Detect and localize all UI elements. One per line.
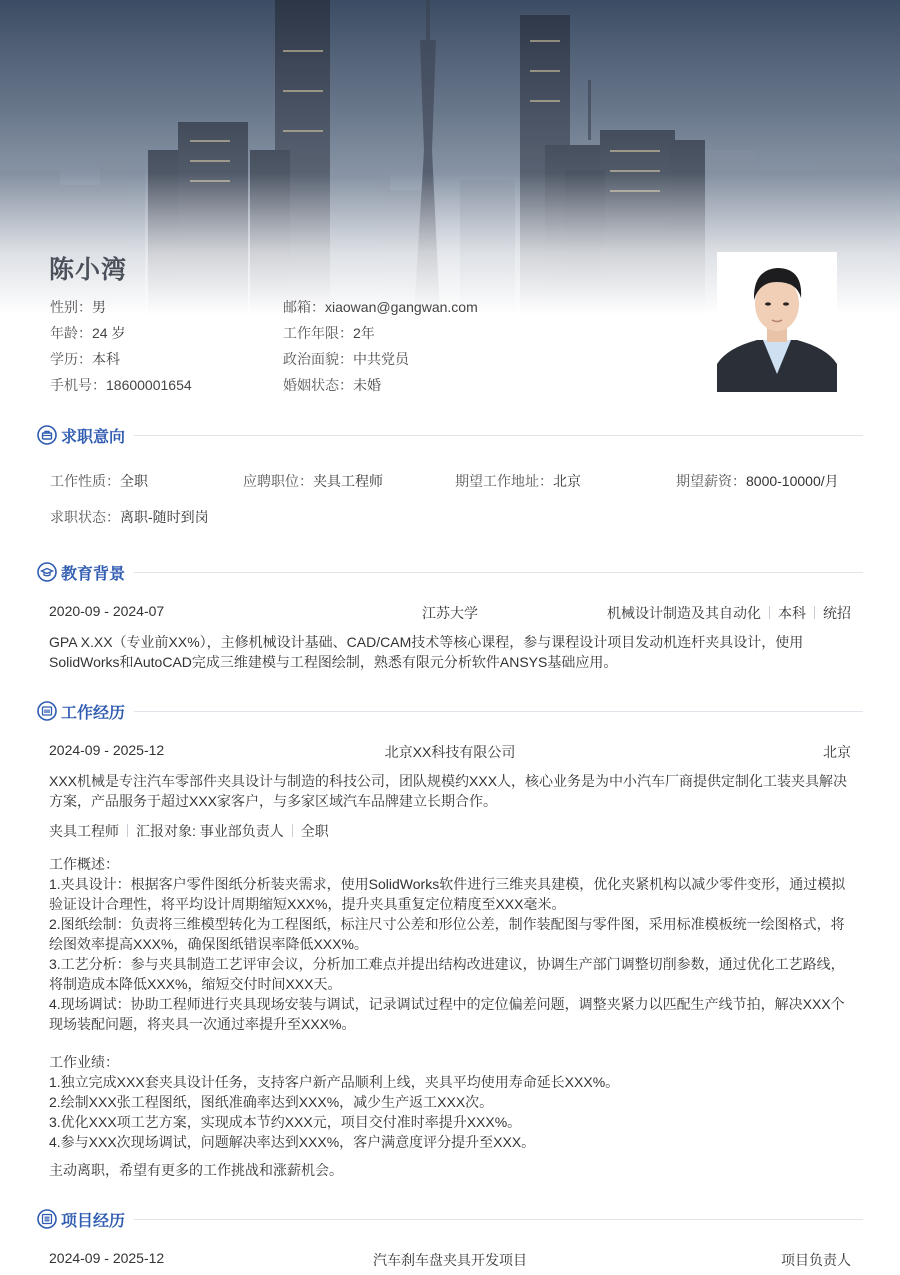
info-phone: 手机号：18600001654: [50, 377, 192, 393]
list-document-icon: [37, 1209, 57, 1229]
separator: [769, 606, 770, 619]
building-icon: [37, 701, 57, 721]
section-title: 工作经历: [61, 705, 126, 722]
separator: [127, 824, 128, 837]
work-leave-reason: 主动离职，希望有更多的工作挑战和涨薪机会。: [49, 1162, 343, 1178]
section-divider: [134, 572, 863, 573]
section-header-education: [37, 560, 863, 584]
work-type: 全职: [300, 823, 329, 839]
candidate-name: 陈小湾: [49, 256, 128, 284]
work-overview-item-3: 3.工艺分析：参与夹具制造工艺评审会议，分析加工难点并提出结构改进建议，协调生产部门调整切削参数，通过优化工艺路线，将制造成本降低XXX%，缩短交付时间XXX天。: [49, 956, 845, 992]
work-company: 北京XX科技有限公司: [384, 744, 516, 760]
info-years: 工作年限：2年: [283, 325, 375, 341]
intent-type: 工作性质：全职: [50, 473, 148, 489]
info-marital: 婚姻状态：未婚: [283, 377, 381, 393]
work-city: 北京: [823, 744, 851, 760]
section-divider: [134, 1219, 863, 1220]
work-role-line: [49, 821, 329, 841]
work-overview-item-2: 2.图纸绘制：负责将三维模型转化为工程图纸，标注尺寸公差和形位公差，制作装配图与零件图，采用标准模板统一绘图格式，将绘图效率提高XXX%，确保图纸错误率降低XXX%。: [49, 916, 845, 952]
education-major: 机械设计制造及其自动化: [607, 605, 761, 621]
graduation-cap-icon: [37, 562, 57, 582]
intent-salary: 期望薪资：8000-10000/月: [676, 473, 839, 489]
project-name: 汽车刹车盘夹具开发项目: [373, 1252, 527, 1268]
separator: [814, 606, 815, 619]
education-period: 2020-09 - 2024-07: [49, 603, 165, 619]
section-title: 教育背景: [61, 566, 126, 583]
work-report-to: 汇报对象: 事业部负责人: [136, 823, 284, 839]
work-result-item-2: 2.绘制XXX张工程图纸，图纸准确率达到XXX%，减少生产返工XXX次。: [49, 1094, 494, 1110]
project-period: 2024-09 - 2025-12: [49, 1250, 165, 1266]
section-divider: [134, 711, 863, 712]
education-description: GPA X.XX（专业前XX%），主修机械设计基础、CAD/CAM技术等核心课程，参与课程设计项目发动机连杆夹具设计，使用SolidWorks和AutoCAD完成三维建模与工程图绘制，熟悉有限元分析软件ANSYS基础应用。: [49, 634, 804, 670]
work-company-intro: XXX机械是专注汽车零部件夹具设计与制造的科技公司，团队规模约XXX人，核心业务是为中小汽车厂商提供定制化工装夹具解决方案，产品服务于超过XXX家客户，与多家区域汽车品牌建立长期合作。: [49, 773, 848, 809]
separator: [292, 824, 293, 837]
work-title: 夹具工程师: [49, 823, 119, 839]
work-result-item-1: 1.独立完成XXX套夹具设计任务，支持客户新产品顺利上线，夹具平均使用寿命延长XXX%。: [49, 1074, 620, 1090]
education-major-line: [520, 603, 851, 623]
info-politics: 政治面貌：中共党员: [283, 351, 409, 367]
intent-location: 期望工作地址：北京: [455, 473, 581, 489]
info-email: 邮箱：xiaowan@gangwan.com: [283, 299, 478, 315]
intent-position: 应聘职位：夹具工程师: [243, 473, 383, 489]
education-type: 统招: [823, 605, 851, 621]
work-result-item-3: 3.优化XXX项工艺方案，实现成本节约XXX元，项目交付准时率提升XXX%。: [49, 1114, 522, 1130]
section-title: 项目经历: [61, 1213, 126, 1230]
section-header-project: [37, 1207, 863, 1231]
work-overview-block: [49, 854, 857, 1034]
intent-status: 求职状态：离职-随时到岗: [50, 509, 209, 525]
avatar: [717, 252, 837, 392]
education-school: 江苏大学: [422, 605, 478, 621]
section-title: 求职意向: [61, 429, 126, 446]
info-age: 年龄：24 岁: [50, 325, 126, 341]
briefcase-icon: [37, 425, 57, 445]
section-header-work: [37, 699, 863, 723]
section-divider: [134, 435, 863, 436]
work-overview-title: 工作概述：: [49, 856, 119, 872]
work-result-item-4: 4.参与XXX次现场调试，问题解决率达到XXX%，客户满意度评分提升至XXX。: [49, 1134, 536, 1150]
section-header-intent: [37, 423, 863, 447]
project-role: 项目负责人: [781, 1252, 851, 1268]
work-results-title: 工作业绩：: [49, 1054, 119, 1070]
profile-photo: [717, 252, 837, 392]
info-education: 学历：本科: [50, 351, 120, 367]
info-gender: 性别：男: [50, 299, 106, 315]
education-degree: 本科: [778, 605, 806, 621]
work-period: 2024-09 - 2025-12: [49, 742, 165, 758]
work-overview-item-4: 4.现场调试：协助工程师进行夹具现场安装与调试，记录调试过程中的定位偏差问题，调整夹紧力以匹配生产线节拍，解决XXX个现场装配问题，将夹具一次通过率提升至XXX%。: [49, 996, 845, 1032]
work-overview-item-1: 1.夹具设计：根据客户零件图纸分析装夹需求，使用SolidWorks软件进行三维夹具建模，优化夹紧机构以减少零件变形，通过模拟验证设计合理性，将平均设计周期缩短XXX%，提升夹具重复定位精度至XXX毫米。: [49, 876, 846, 912]
work-results-block: [49, 1052, 857, 1152]
